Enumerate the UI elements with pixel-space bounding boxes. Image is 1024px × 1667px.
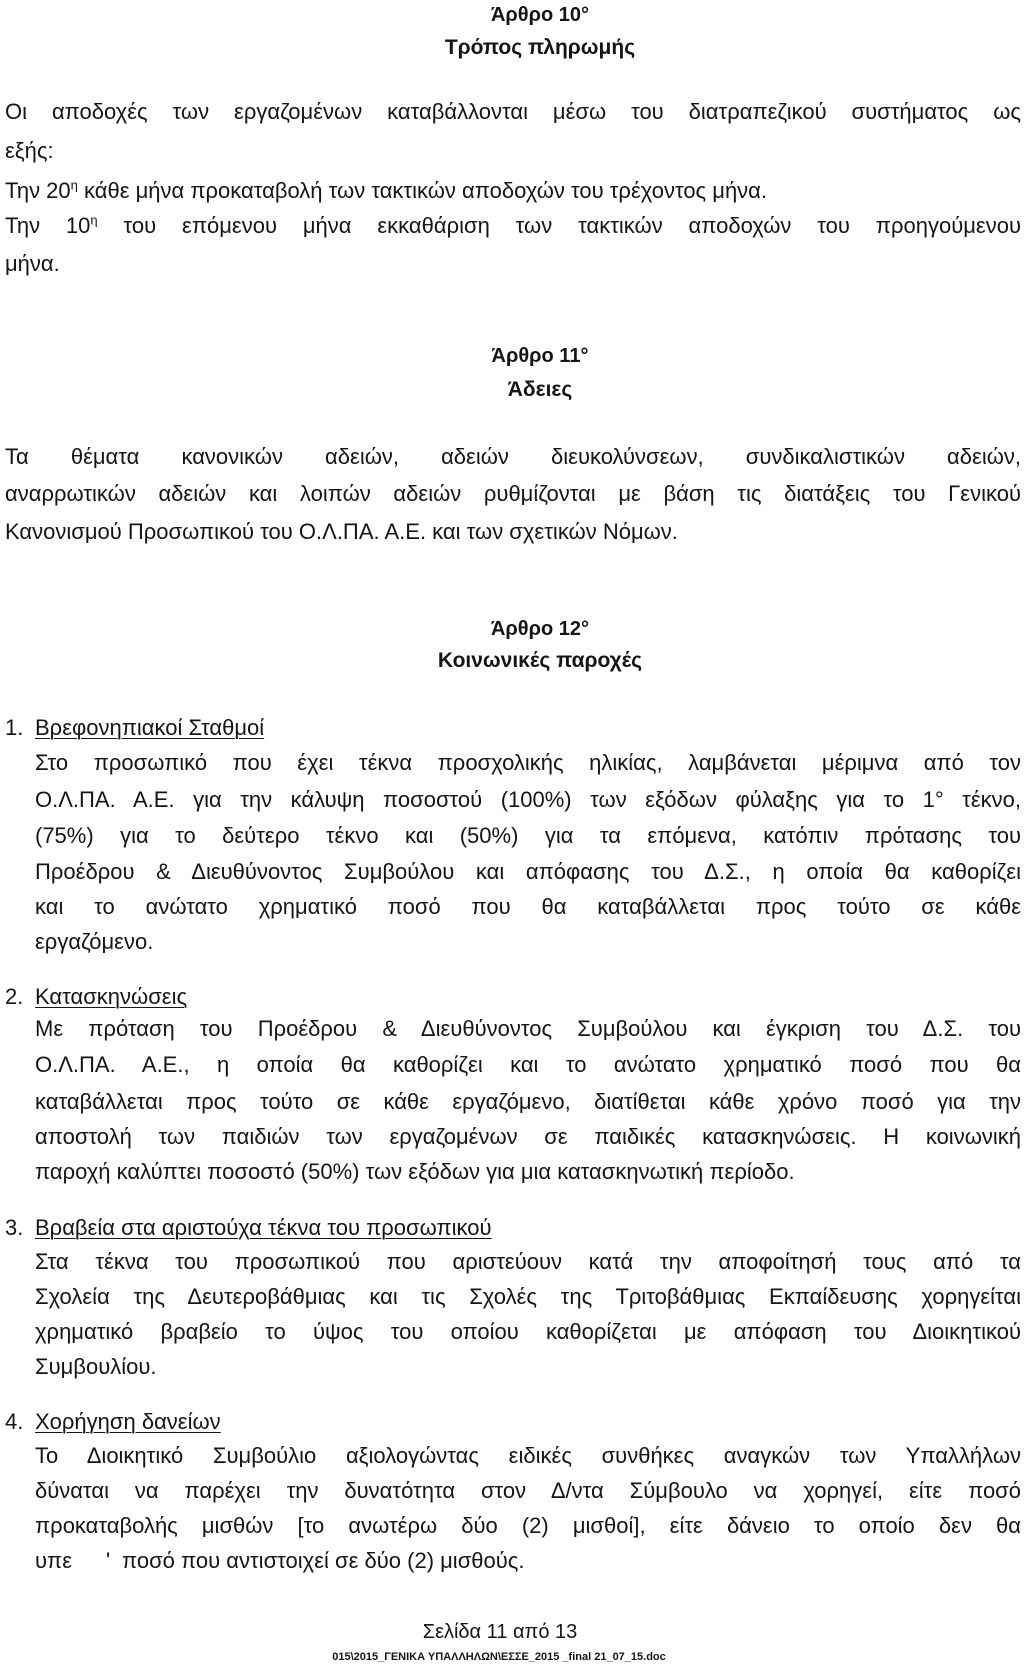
article-10-intro-line: Οι αποδοχές των εργαζομένων καταβάλλονται μέσω του διατραπεζικού συστήματος ως <box>5 99 1021 124</box>
file-path: 015\2015_ΓΕΝΙΚΑ ΥΠΑΛΛΗΛΩΝ\ΕΣΣΕ_2015 _final 21_07_15.doc <box>332 1651 666 1663</box>
item-line: Σχολεία της Δευτεροβάθμιας και τις Σχολές της Τριτοβάθμιας Εκπαίδευσης χορηγείται <box>35 1284 1021 1309</box>
item-line: Με πρόταση του Προέδρου & Διευθύνοντος Συμβούλου και έγκριση του Δ.Σ. του <box>35 1016 1021 1041</box>
article-12-heading: Άρθρο 12° <box>490 618 590 640</box>
article-10-first-payment-line <box>5 175 1021 207</box>
second-payment-post: του επόμενου μήνα εκκαθάριση των τακτικών αποδοχών του προηγούμενου <box>123 213 1021 238</box>
item-number: 3. <box>5 1215 24 1240</box>
article-12-title: Κοινωνικές παροχές <box>437 649 643 672</box>
item-line: Στα τέκνα του προσωπικού που αριστεύουν κατά την αποφοίτησή τους από τα <box>35 1249 1021 1274</box>
item-number: 1. <box>5 715 24 740</box>
article-10-second-payment-end: μήνα. <box>5 251 60 276</box>
last-line-rest: ποσό που αντιστοιχεί σε δύο (2) μισθούς. <box>122 1548 525 1573</box>
first-payment-pre: Την 20 <box>5 178 71 203</box>
item-line: Συμβουλίου. <box>35 1354 157 1379</box>
item-line: Ο.Λ.ΠΑ. Α.Ε. για την κάλυψη ποσοστού (100%) των εξόδων φύλαξης για το 1° τέκνο, <box>35 787 1021 812</box>
item-line: Στο προσωπικό που έχει τέκνα προσχολικής ηλικίας, λαμβάνεται μέριμνα από τον <box>35 750 1021 775</box>
article-11-title: Άδειες <box>507 378 573 401</box>
item-line: αποστολή των παιδιών των εργαζομένων σε παιδικές κατασκηνώσεις. Η κοινωνική <box>35 1124 1021 1149</box>
article-11-line: Κανονισμού Προσωπικού του Ο.Λ.ΠΑ. Α.Ε. και των σχετικών Νόμων. <box>5 519 678 544</box>
item-line: καταβάλλεται προς τούτο σε κάθε εργαζόμενο, διατίθεται κάθε χρόνο ποσό για την <box>35 1089 1021 1114</box>
item-number: 2. <box>5 984 24 1009</box>
item-line: Ο.Λ.ΠΑ. Α.Ε., η οποία θα καθορίζει και το ανώτατο χρηματικό ποσό που θα <box>35 1052 1021 1077</box>
last-line-mark: ' <box>106 1548 111 1573</box>
article-10-title: Τρόπος πληρωμής <box>444 36 636 59</box>
item-line: παροχή καλύπτει ποσοστό (50%) των εξόδων για μια κατασκηνωτική περίοδο. <box>35 1159 795 1184</box>
item-title: Χορήγηση δανείων <box>35 1409 221 1434</box>
second-payment-pre: Την 10 <box>5 213 91 238</box>
item-line: (75%) για το δεύτερο τέκνο και (50%) για τα επόμενα, κατόπιν πρότασης του <box>35 823 1021 848</box>
item-title: Βρεφονηπιακοί Σταθμοί <box>35 715 265 740</box>
article-10-heading: Άρθρο 10° <box>490 4 590 26</box>
page-number: Σελίδα 11 από 13 <box>422 1621 578 1643</box>
item-title: Κατασκηνώσεις <box>35 984 188 1009</box>
item-line: Το Διοικητικό Συμβούλιο αξιολογώντας ειδικές συνθήκες αναγκών των Υπαλλήλων <box>35 1443 1021 1468</box>
item-line: χρηματικό βραβείο το ύψος του οποίου καθορίζεται με απόφαση του Διοικητικού <box>35 1319 1021 1344</box>
item-last-line <box>0 1545 1024 1577</box>
item-line: δύναται να παρέχει την δυνατότητα στον Δ/ντα Σύμβουλο να χορηγεί, είτε ποσό <box>35 1478 1021 1503</box>
article-11-heading: Άρθρο 11° <box>491 345 589 367</box>
first-payment-sup: η <box>70 177 78 193</box>
last-line-start: υπε <box>35 1548 73 1573</box>
article-11-line: αναρρωτικών αδειών και λοιπών αδειών ρυθμίζονται με βάση τις διατάξεις του Γενικού <box>5 481 1021 506</box>
article-10-intro-line: εξής: <box>5 138 54 163</box>
item-number: 4. <box>5 1409 24 1434</box>
item-title: Βραβεία στα αριστούχα τέκνα του προσωπικού <box>35 1215 492 1240</box>
item-line: και το ανώτατο χρηματικό ποσό που θα καταβάλλεται προς τούτο σε κάθε <box>35 894 1021 919</box>
article-11-line: Τα θέματα κανονικών αδειών, αδειών διευκολύνσεων, συνδικαλιστικών αδειών, <box>5 444 1021 469</box>
article-10-second-payment-line <box>5 210 1021 242</box>
item-line: προκαταβολής μισθών [το ανωτέρω δύο (2) μισθοί], είτε δάνειο το οποίο δεν θα <box>35 1513 1021 1538</box>
second-payment-sup: η <box>90 212 98 228</box>
item-line: Προέδρου & Διευθύνοντος Συμβούλου και απόφασης του Δ.Σ., η οποία θα καθορίζει <box>35 859 1021 884</box>
first-payment-post: κάθε μήνα προκαταβολή των τακτικών αποδοχών του τρέχοντος μήνα. <box>84 178 768 203</box>
item-line: εργαζόμενο. <box>35 929 154 954</box>
